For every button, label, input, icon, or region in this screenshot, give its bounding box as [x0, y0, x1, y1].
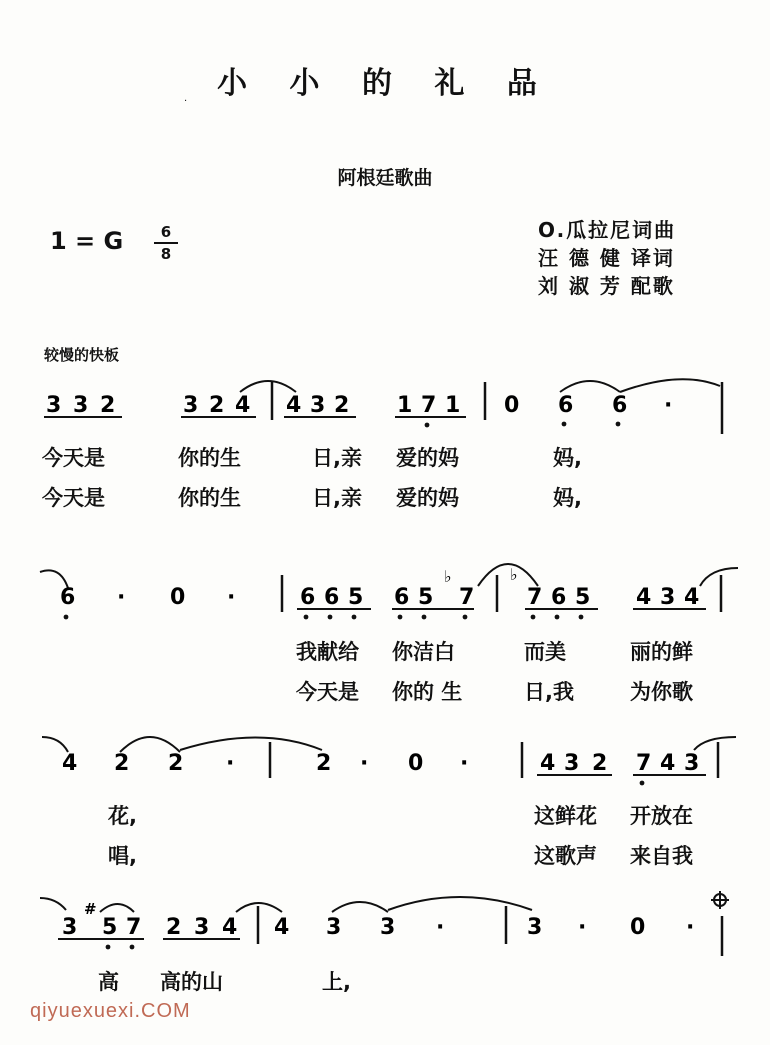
dot-extension: · — [664, 393, 673, 418]
note: 3 — [46, 393, 62, 418]
system-2-notes — [60, 585, 699, 610]
slur — [478, 564, 538, 586]
system-2 — [40, 564, 738, 619]
low-octave-dot — [352, 615, 357, 620]
note: 7 — [459, 585, 475, 610]
lyric-s2-v2-2: 你的 生 — [392, 680, 463, 704]
low-octave-dot — [422, 615, 427, 620]
song-subtitle: 阿根廷歌曲 — [337, 167, 433, 189]
note: 4 — [235, 393, 251, 418]
note: 7 — [421, 393, 437, 418]
credit-translator: 汪 德 健 译词 — [538, 246, 675, 270]
note: 3 — [62, 915, 78, 940]
system-3-octave-dots — [640, 781, 645, 786]
lyric-s4-v1-2: 高的山 — [160, 970, 223, 994]
time-numerator: 6 — [160, 223, 172, 241]
credit-arranger: 刘 淑 芳 配歌 — [538, 274, 675, 298]
tie — [388, 897, 532, 910]
note: 6 — [558, 393, 574, 418]
lyric-s1-v1-3: 日,亲 — [312, 446, 362, 470]
low-octave-dot — [64, 615, 69, 620]
low-octave-dot — [531, 615, 536, 620]
note: 5 — [575, 585, 591, 610]
lyric-s4-v1-1: 高 — [98, 970, 119, 994]
low-octave-dot — [616, 422, 621, 427]
system-4 — [40, 891, 729, 956]
flat-sign: ♭ — [444, 567, 452, 586]
note: 6 — [324, 585, 340, 610]
speck-mark: · — [184, 96, 188, 107]
system-3 — [42, 737, 736, 785]
dot-extension: · — [117, 585, 126, 610]
lyric-s3-v1-1: 花, — [108, 804, 137, 828]
note: 2 — [334, 393, 350, 418]
dot-extension: · — [436, 915, 445, 940]
low-octave-dot — [562, 422, 567, 427]
note: 1 — [397, 393, 413, 418]
tempo-marking: 较慢的快板 — [44, 346, 120, 364]
note: 3 — [73, 393, 89, 418]
note: 6 — [551, 585, 567, 610]
note: 7 — [636, 751, 652, 776]
lyric-s1-v1-4: 爱的妈 — [396, 446, 459, 470]
system-4-notes — [62, 915, 694, 940]
slur — [100, 904, 134, 912]
tie — [240, 381, 296, 392]
lyric-s1-v1-2: 你的生 — [178, 446, 241, 470]
note: 4 — [660, 751, 676, 776]
note: 0 — [504, 393, 520, 418]
tie — [700, 568, 738, 586]
lyric-s1-v1-1: 今天是 — [42, 446, 105, 470]
lyric-s3-v1-3: 开放在 — [630, 804, 693, 828]
note: 0 — [630, 915, 646, 940]
lyric-s3-v2-1: 唱, — [108, 844, 137, 868]
note: 3 — [380, 915, 396, 940]
note: 2 — [100, 393, 116, 418]
sharp-sign: # — [84, 900, 97, 918]
system-3-slurs — [42, 737, 736, 752]
lyric-s2-v2-1: 今天是 — [296, 680, 359, 704]
note: 4 — [62, 751, 78, 776]
watermark: qiyuexuexi.COM — [30, 1000, 191, 1022]
note: 2 — [114, 751, 130, 776]
tie — [180, 738, 322, 751]
lyric-s2-v2-4: 为你歌 — [630, 680, 693, 704]
tie — [120, 737, 180, 752]
note: 3 — [326, 915, 342, 940]
note: 3 — [660, 585, 676, 610]
note: 2 — [166, 915, 182, 940]
coda-sign — [711, 891, 729, 909]
lyric-s1-v2-2: 你的生 — [178, 486, 241, 510]
note: 0 — [408, 751, 424, 776]
time-denominator: 8 — [160, 245, 172, 263]
low-octave-dot — [398, 615, 403, 620]
lyric-s2-v1-1: 我献给 — [296, 640, 359, 664]
note: 6 — [394, 585, 410, 610]
note: 3 — [183, 393, 199, 418]
dot-extension: · — [578, 915, 587, 940]
dot-extension: · — [227, 585, 236, 610]
lyric-s3-v2-3: 来自我 — [630, 844, 693, 868]
tie — [42, 737, 68, 752]
system-4-slurs — [40, 897, 532, 912]
flat-sign: ♭ — [510, 565, 518, 584]
tie — [694, 737, 736, 750]
song-title: 小 小 的 礼 品 — [217, 66, 553, 101]
note: 2 — [592, 751, 608, 776]
note: 7 — [126, 915, 142, 940]
dot-extension: · — [360, 751, 369, 776]
note: 6 — [300, 585, 316, 610]
note: 4 — [684, 585, 700, 610]
system-1-notes — [46, 393, 672, 418]
note: 3 — [194, 915, 210, 940]
low-octave-dot — [425, 423, 430, 428]
tie — [560, 381, 620, 392]
note: 4 — [286, 393, 302, 418]
low-octave-dot — [130, 945, 135, 950]
note: 5 — [418, 585, 434, 610]
lyric-s3-v2-2: 这歌声 — [534, 844, 597, 868]
note: 2 — [168, 751, 184, 776]
note: 3 — [564, 751, 580, 776]
system-3-notes — [62, 751, 699, 776]
lyric-s2-v1-3: 而美 — [524, 640, 566, 664]
note: 3 — [684, 751, 700, 776]
lyric-s3-v1-2: 这鲜花 — [534, 804, 597, 828]
lyric-s1-v2-1: 今天是 — [42, 486, 105, 510]
low-octave-dot — [304, 615, 309, 620]
system-1-slurs — [240, 379, 720, 392]
note: 3 — [310, 393, 326, 418]
note: 7 — [527, 585, 543, 610]
note: 0 — [170, 585, 186, 610]
note: 5 — [348, 585, 364, 610]
note: 2 — [316, 751, 332, 776]
low-octave-dot — [579, 615, 584, 620]
credit-composer: O.瓜拉尼词曲 — [538, 218, 677, 242]
lyric-s4-v1-3: 上, — [322, 970, 351, 994]
system-1 — [44, 379, 722, 434]
lyric-s2-v1-2: 你洁白 — [392, 640, 455, 664]
tie — [620, 379, 720, 392]
tie — [40, 898, 66, 910]
system-1-octave-dots — [425, 422, 621, 428]
low-octave-dot — [463, 615, 468, 620]
note: 2 — [209, 393, 225, 418]
note: 5 — [102, 915, 118, 940]
note: 4 — [274, 915, 290, 940]
note: 6 — [612, 393, 628, 418]
lyric-s1-v2-3: 日,亲 — [312, 486, 362, 510]
key-signature: 1 = G — [50, 227, 124, 255]
note: 4 — [636, 585, 652, 610]
lyric-s1-v1-5: 妈, — [553, 446, 582, 470]
system-2-octave-dots — [64, 615, 584, 620]
tie — [332, 902, 388, 912]
lyric-s1-v2-5: 妈, — [553, 486, 582, 510]
dot-extension: · — [226, 751, 235, 776]
note: 1 — [445, 393, 461, 418]
system-4-octave-dots — [106, 945, 135, 950]
dot-extension: · — [460, 751, 469, 776]
lyric-s2-v2-3: 日,我 — [524, 680, 574, 704]
note: 6 — [60, 585, 76, 610]
note: 4 — [540, 751, 556, 776]
low-octave-dot — [106, 945, 111, 950]
note: 4 — [222, 915, 238, 940]
lyric-s2-v1-4: 丽的鲜 — [630, 640, 693, 664]
lyric-s1-v2-4: 爱的妈 — [396, 486, 459, 510]
note: 3 — [527, 915, 543, 940]
low-octave-dot — [555, 615, 560, 620]
low-octave-dot — [640, 781, 645, 786]
system-2-slurs — [40, 564, 738, 588]
low-octave-dot — [328, 615, 333, 620]
dot-extension: · — [686, 915, 695, 940]
